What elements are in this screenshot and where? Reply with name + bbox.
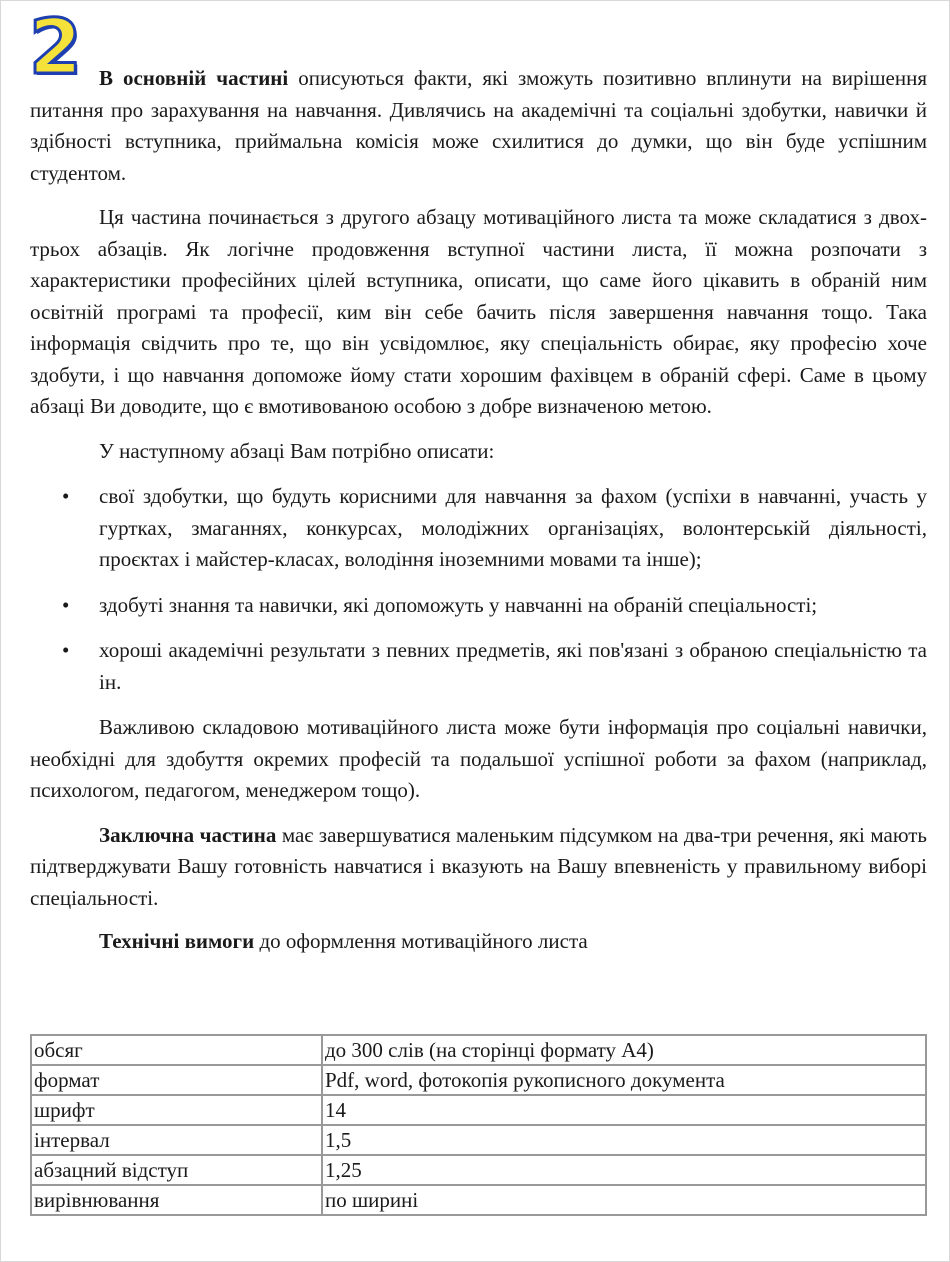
table-row xyxy=(31,1065,926,1095)
list-item: • свої здобутки, що будуть корисними для навчання за фахом (успіхи в навчанні, участь у гуртках, змаганнях, конкурсах, молодіжних організаціях, волонтерській діяльності, проєктах і майстер-класах, володіння іноземними мовами та інше); xyxy=(30,481,927,576)
paragraph-main-part xyxy=(30,63,927,189)
table-cell-value: 1,25 xyxy=(322,1155,926,1185)
table-cell-value: 1,5 xyxy=(322,1125,926,1155)
table-cell-label: формат xyxy=(31,1065,322,1095)
table-row xyxy=(31,1095,926,1125)
page-number: 2 xyxy=(29,2,82,91)
document-body xyxy=(30,63,927,958)
table-cell-label: абзацний відступ xyxy=(31,1155,322,1185)
paragraph-conclusion xyxy=(30,820,927,915)
paragraph-main-part-text: описуються факти, які зможуть позитивно вплинути на вирішення питання про зарахування на навчання. Дивлячись на академічні та соціальні здобутки, навички й здібності вступника, приймальна комісія може схилитися до думки, що він буде успішним студентом. xyxy=(30,66,928,185)
table-row xyxy=(31,1155,926,1185)
paragraph-conclusion-text: має завершуватися маленьким підсумком на два-три речення, які мають підтверджувати Вашу готовність навчатися і вказують на Вашу впевненість у правильному виборі спеціальності. xyxy=(30,822,927,910)
table-cell-value: до 300 слів (на сторінці формату А4) xyxy=(322,1035,926,1065)
paragraph-structure: Ця частина починається з другого абзацу мотиваційного листа та може складатися з двох-трьох абзаців. Як логічне продовження вступної частини листа, її можна розпочати з характеристики професійних цілей вступника, описати, що саме його цікавить в обраній ним освітній програмі та професії, ким він себе бачить після завершення навчання тощо. Така інформація свідчить про те, що він усвідомлює, яку спеціальність обирає, яку професію хоче здобути, і що навчання допоможе йому стати хорошим фахівцем в обраній сфері. Саме в цьому абзаці Ви доводите, що є вмотивованою особою з добре визначеною метою. xyxy=(30,205,927,418)
table-cell-label: інтервал xyxy=(31,1125,322,1155)
table-caption xyxy=(30,926,927,958)
paragraph-main-part-heading: В основній частині xyxy=(99,66,289,90)
table-row xyxy=(31,1035,926,1065)
paragraph-social-skills: Важливою складовою мотиваційного листа може бути інформація про соціальні навички, необхідні для здобуття окремих професій та подальшої успішної роботи за фахом (наприклад, психологом, педагогом, менеджером тощо). xyxy=(30,715,927,802)
list-item: • здобуті знання та навички, які допоможуть у навчанні на обраній спеціальності; xyxy=(30,590,927,622)
paragraph-conclusion-heading: Заключна частина xyxy=(99,822,277,847)
list-item: • хороші академічні результати з певних предметів, які пов'язані з обраною спеціальністю та ін. xyxy=(30,635,927,698)
table-row xyxy=(31,1185,926,1215)
paragraph-next-intro: У наступному абзаці Вам потрібно описати: xyxy=(99,438,495,463)
table-cell-value: 14 xyxy=(322,1095,926,1125)
table-caption-heading: Технічні вимоги xyxy=(99,929,255,953)
table-row xyxy=(31,1125,926,1155)
table-cell-label: вирівнювання xyxy=(31,1185,322,1215)
table-cell-label: шрифт xyxy=(31,1095,322,1125)
table-caption-text: до оформлення мотиваційного листа xyxy=(254,929,588,953)
table-cell-value: по ширині xyxy=(322,1185,926,1215)
requirements-table xyxy=(30,1034,927,1216)
table-cell-label: обсяг xyxy=(31,1035,322,1065)
table-cell-value: Pdf, word, фотокопія рукописного документа xyxy=(322,1065,926,1095)
achievements-list xyxy=(30,481,927,698)
